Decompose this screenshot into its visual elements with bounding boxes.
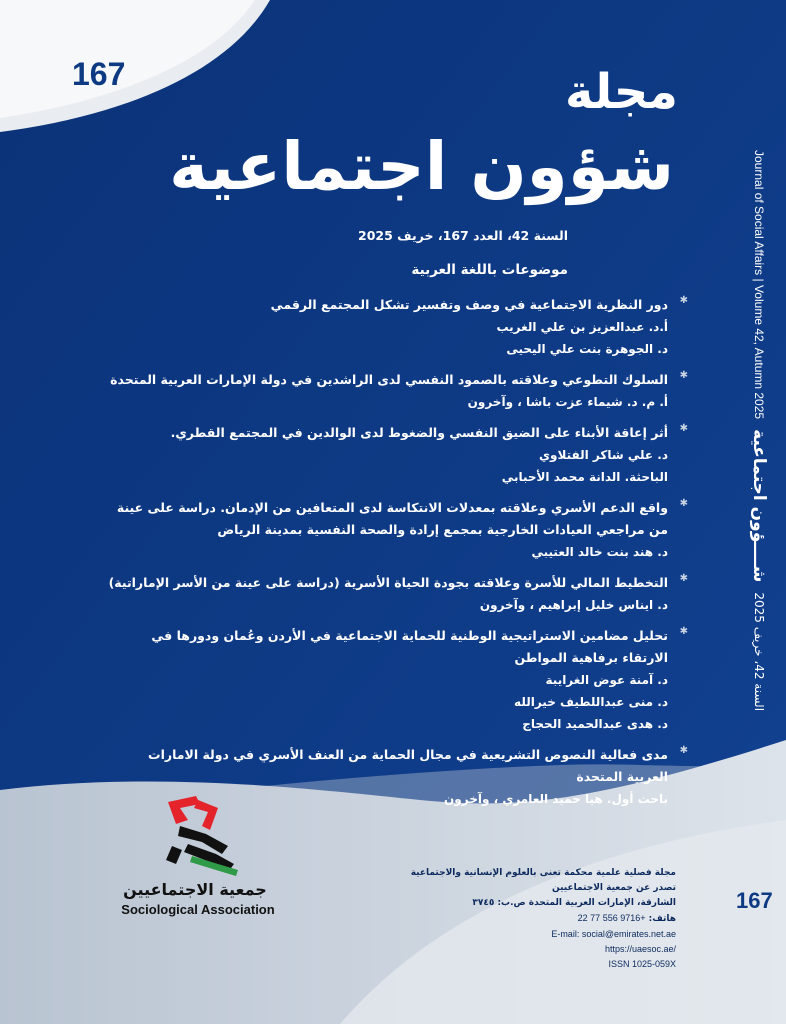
issn-line: ISSN 1025-059X bbox=[608, 959, 676, 969]
association-name-english: Sociological Association bbox=[121, 902, 275, 917]
association-logo-icon bbox=[158, 790, 248, 880]
spine-text bbox=[744, 150, 774, 760]
address-line: الشارقة، الإمارات العربية المتحدة ص.ب: ٣٧٤٥ bbox=[472, 898, 676, 908]
article-title: تحليل مضامين الاستراتيجية الوطنية للحماية الاجتماعية في الأردن وعُمان ودورها في الارتقاء برفاهية المواطن bbox=[151, 628, 668, 665]
toc-item bbox=[108, 497, 688, 563]
bullet-icon: ✱ bbox=[679, 626, 688, 637]
issue-line: السنة 42، العدد 167، خريف 2025 bbox=[358, 228, 568, 243]
toc-item bbox=[108, 422, 688, 488]
article-author: د. هدى عبدالحميد الحجاج bbox=[522, 717, 668, 731]
toc-item bbox=[108, 294, 688, 360]
section-heading: موضوعات باللغة العربية bbox=[411, 262, 568, 278]
phone-number: +9716 556 77 22 bbox=[577, 913, 646, 923]
toc-item bbox=[108, 369, 688, 413]
table-of-contents bbox=[108, 294, 688, 819]
spine-arabic-issue: السنة 42، خريف 2025 bbox=[752, 592, 766, 712]
website-link[interactable]: https://uaesoc.ae/ bbox=[604, 944, 676, 954]
publisher-line: تصدر عن جمعية الاجتماعيين bbox=[552, 883, 676, 893]
article-title: السلوك التطوعي وعلاقته بالصمود النفسي لدى الراشدين في دولة الإمارات العربية المتحدة bbox=[110, 372, 668, 387]
issue-number-top: 167 bbox=[72, 56, 126, 92]
article-title: أثر إعاقة الأبناء على الضيق النفسي والضغوط لدى الوالدين في المجتمع القطري. bbox=[170, 425, 668, 440]
article-author: أ. م. د. شيماء عزت باشا ، وآخرون bbox=[467, 395, 668, 409]
phone-label: هاتف: bbox=[648, 914, 676, 924]
association-name-arabic: جمعية الاجتماعيين bbox=[123, 880, 267, 899]
bullet-icon: ✱ bbox=[679, 295, 688, 306]
article-author: د. علي شاكر الفتلاوي bbox=[539, 448, 668, 462]
article-author: د. الجوهرة بنت علي اليحيى bbox=[506, 342, 668, 356]
toc-item bbox=[108, 625, 688, 735]
article-author: د. ايناس خليل إبراهيم ، وآخرون bbox=[479, 598, 668, 612]
email-line: E-mail: social@emirates.net.ae bbox=[551, 929, 676, 939]
bullet-icon: ✱ bbox=[679, 745, 688, 756]
article-title: مدى فعالية النصوص التشريعية في مجال الحماية من العنف الأسري في دولة الامارات العربية المتحدة bbox=[148, 747, 668, 784]
contact-block bbox=[376, 866, 676, 972]
spine-english: Journal of Social Affairs | Volume 42, Autumn 2025 bbox=[752, 150, 766, 420]
journal-title: شؤون اجتماعية bbox=[169, 128, 674, 205]
article-author: باحث أول. هيا حميد العامري ، وآخرون bbox=[444, 792, 668, 806]
article-author: أ.د. عبدالعزيز بن علي الغريب bbox=[496, 320, 668, 334]
issue-number-bottom: 167 bbox=[736, 888, 773, 913]
journal-description: مجلة فصلية علمية محكمة تعنى بالعلوم الإنسانية والاجتماعية bbox=[410, 868, 676, 878]
article-title: دور النظرية الاجتماعية في وصف وتفسير تشكل المجتمع الرقمي bbox=[270, 297, 668, 312]
phone-line bbox=[376, 911, 676, 927]
bullet-icon: ✱ bbox=[679, 370, 688, 381]
article-author: د. آمنة عوض الغرايبة bbox=[545, 673, 668, 687]
article-title: واقع الدعم الأسري وعلاقته بمعدلات الانتكاسة لدى المتعافين من الإدمان. دراسة على عينة من مراجعي العيادات الخارجية بمجمع إرادة والصحة النفسية بمدينة الرياض bbox=[116, 500, 668, 537]
bullet-icon: ✱ bbox=[679, 498, 688, 509]
article-author: د. منى عبداللطيف خيرالله bbox=[514, 695, 668, 709]
article-author: د. هند بنت خالد العتيبي bbox=[531, 545, 668, 559]
journal-word: مجلة bbox=[564, 64, 678, 120]
spine-arabic-title: شــــؤون اجتماعية bbox=[749, 429, 769, 583]
article-author: الباحثة. الدانة محمد الأحبابي bbox=[501, 470, 668, 484]
bullet-icon: ✱ bbox=[679, 573, 688, 584]
bullet-icon: ✱ bbox=[679, 423, 688, 434]
article-title: التخطيط المالي للأسرة وعلاقته بجودة الحياة الأسرية (دراسة على عينة من الأسر الإماراتية) bbox=[108, 575, 668, 590]
toc-item bbox=[108, 572, 688, 616]
